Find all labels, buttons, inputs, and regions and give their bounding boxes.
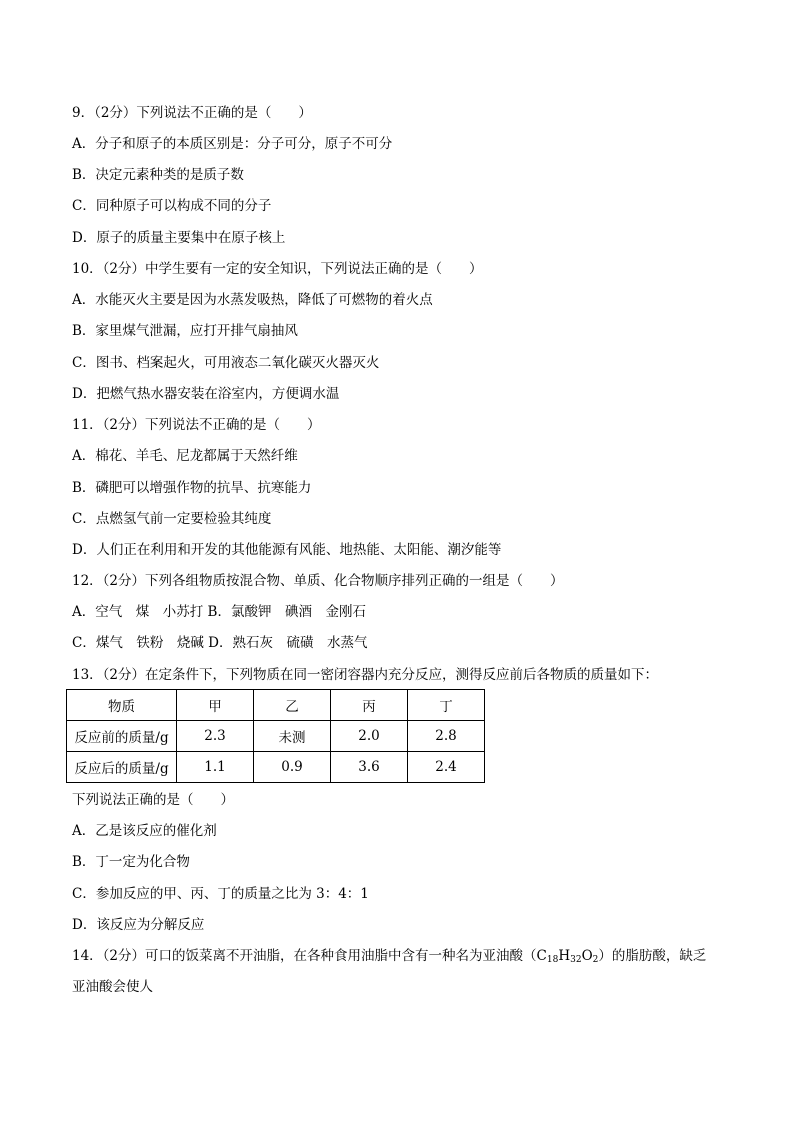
q10-option-d: D．把燃气热水器安装在浴室内，方便调水温 (72, 386, 340, 402)
mass-table (66, 689, 485, 783)
q11-option-b: B．磷肥可以增强作物的抗旱、抗寒能力 (72, 480, 312, 496)
table-header-row (67, 690, 485, 721)
q9-stem: 9．（2分）下列说法不正确的是（ ） (72, 105, 312, 121)
table-header-cell: 丙 (331, 690, 408, 721)
q10-option-b: B．家里煤气泄漏，应打开排气扇抽风 (72, 323, 298, 339)
table-cell: 3.6 (331, 752, 408, 783)
formula-subscript-c: 18 (546, 955, 559, 965)
chemical-formula (537, 948, 599, 964)
formula-element-o: O (581, 948, 593, 964)
q12-option-ab: A．空气 煤 小苏打 B．氯酸钾 碘酒 金刚石 (72, 604, 366, 620)
q12-stem: 12．（2分）下列各组物质按混合物、单质、化合物顺序排列正确的一组是（ ） (72, 573, 564, 589)
q9-option-d: D．原子的质量主要集中在原子核上 (72, 230, 286, 246)
q9-option-a: A．分子和原子的本质区别是：分子可分，原子不可分 (72, 136, 393, 152)
table-header-cell: 甲 (177, 690, 254, 721)
q14-stem-continued: 亚油酸会使人 (72, 979, 153, 995)
q11-option-d: D．人们正在利用和开发的其他能源有风能、地热能、太阳能、潮汐能等 (72, 542, 502, 558)
q11-stem: 11．（2分）下列说法不正确的是（ ） (72, 417, 321, 433)
table-cell: 2.4 (408, 752, 485, 783)
formula-element-h: H (558, 948, 571, 964)
q10-option-c: C．图书、档案起火，可用液态二氧化碳灭火器灭火 (72, 355, 380, 371)
table-header-cell: 物质 (67, 690, 177, 721)
q13-option-a: A．乙是该反应的催化剂 (72, 823, 217, 839)
q10-option-a: A．水能灭火主要是因为水蒸发吸热，降低了可燃物的着火点 (72, 292, 433, 308)
formula-subscript-h: 32 (570, 955, 582, 965)
q10-stem: 10．（2分）中学生要有一定的安全知识，下列说法正确的是（ ） (72, 261, 483, 277)
table-cell: 反应后的质量/g (67, 752, 177, 783)
q11-option-a: A．棉花、羊毛、尼龙都属于天然纤维 (72, 448, 298, 464)
q13-option-b: B．丁一定为化合物 (72, 854, 190, 870)
q13-stem: 13．（2分）在定条件下，下列物质在同一密闭容器内充分反应，测得反应前后各物质的质量如下： (72, 667, 659, 683)
table-cell: 1.1 (177, 752, 254, 783)
table-cell: 未测 (254, 721, 331, 752)
table-cell: 2.8 (408, 721, 485, 752)
q9-option-c: C．同种原子可以构成不同的分子 (72, 198, 272, 214)
table-cell: 0.9 (254, 752, 331, 783)
table-cell: 反应前的质量/g (67, 721, 177, 752)
q13-option-c: C．参加反应的甲、丙、丁的质量之比为 3：4：1 (72, 886, 369, 902)
table-row (67, 721, 485, 752)
q13-option-d: D．该反应为分解反应 (72, 917, 205, 933)
table-header-cell: 丁 (408, 690, 485, 721)
table-cell: 2.0 (331, 721, 408, 752)
q12-option-cd: C．煤气 铁粉 烧碱 D．熟石灰 硫磺 水蒸气 (72, 635, 368, 651)
formula-subscript-o: 2 (592, 955, 599, 965)
q11-option-c: C．点燃氢气前一定要检验其纯度 (72, 511, 272, 527)
formula-element-c: C (536, 948, 547, 964)
table-header-cell: 乙 (254, 690, 331, 721)
q9-option-b: B．决定元素种类的是质子数 (72, 167, 244, 183)
q14-stem (72, 946, 732, 970)
table-cell: 2.3 (177, 721, 254, 752)
q14-stem-end: ）的脂肪酸，缺乏 (598, 948, 707, 964)
table-row (67, 752, 485, 783)
q14-stem-start: 14．（2分）可口的饭菜离不开油脂，在各种食用油脂中含有一种名为亚油酸（ (72, 948, 537, 964)
q13-follow-up: 下列说法正确的是（ ） (72, 792, 234, 808)
